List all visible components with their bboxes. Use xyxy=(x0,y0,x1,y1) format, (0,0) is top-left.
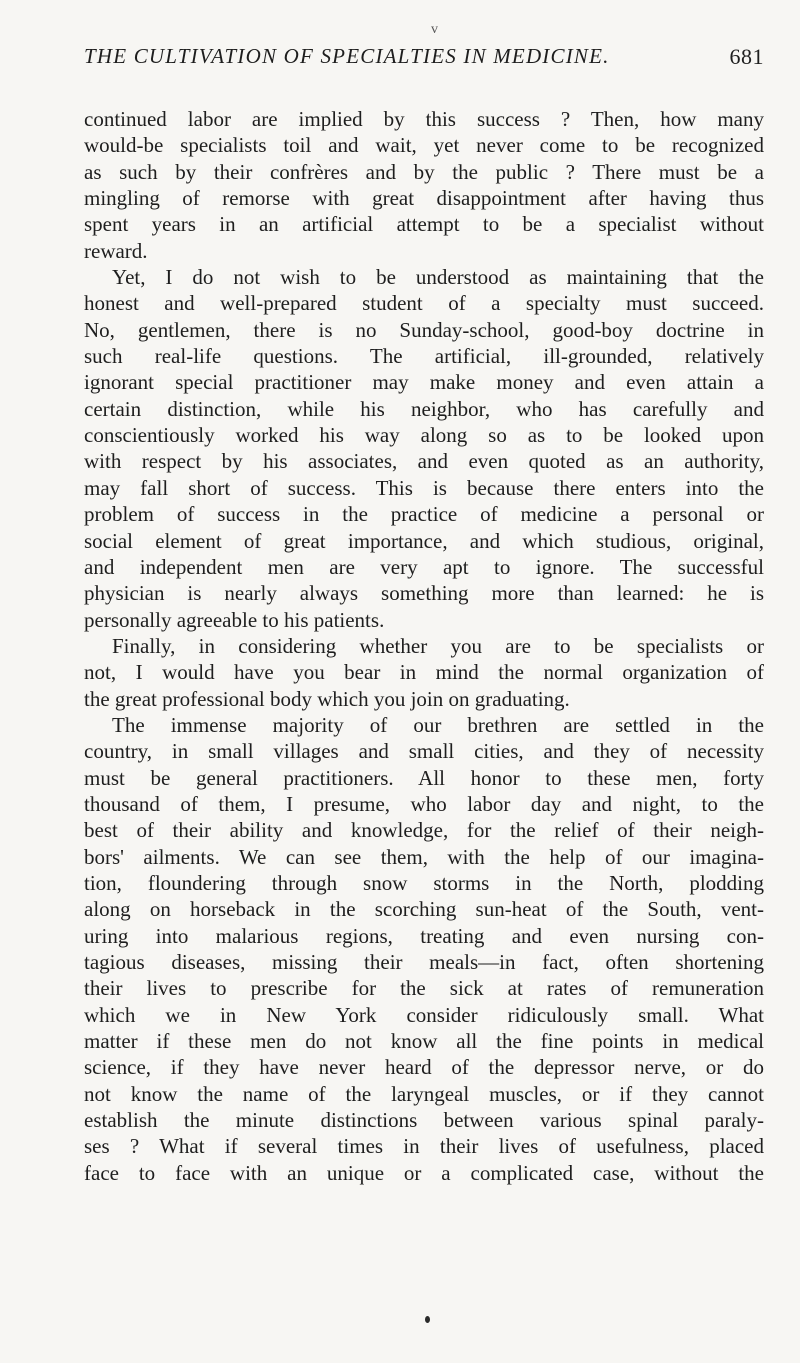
body-text xyxy=(84,106,764,1186)
text-line: physician is nearly always something more than learned: he is xyxy=(84,581,764,606)
text-line: may fall short of success. This is because there enters into the xyxy=(84,475,764,500)
text-line: along on horseback in the scorching sun-heat of the South, vent- xyxy=(84,897,764,922)
text-line: personally agreeable to his patients. xyxy=(84,607,385,632)
text-line: The immense majority of our brethren are settled in the xyxy=(112,712,764,737)
text-line: certain distinction, while his neighbor, who has carefully and xyxy=(84,396,764,421)
text-line: problem of success in the practice of medicine a personal or xyxy=(84,502,764,527)
text-line: tagious diseases, missing their meals—in fact, often shortening xyxy=(84,950,764,974)
text-line: as such by their confrères and by the public ? There must be a xyxy=(84,159,764,184)
text-line: would-be specialists toil and wait, yet never come to be recognized xyxy=(84,133,764,158)
text-line: Finally, in considering whether you are to be specialists or xyxy=(112,633,764,658)
text-line: honest and well-prepared student of a specialty must succeed. xyxy=(84,291,764,316)
text-line: ignorant special practitioner may make money and even attain a xyxy=(84,370,764,395)
text-line: bors' ailments. We can see them, with the help of our imagina- xyxy=(84,844,764,869)
text-line: thousand of them, I presume, who labor day and night, to the xyxy=(84,791,764,816)
text-line: face to face with an unique or a complicated case, without the xyxy=(84,1160,764,1185)
text-line: spent years in an artificial attempt to be a specialist without xyxy=(84,212,764,237)
text-line: the great professional body which you join on graduating. xyxy=(84,686,570,711)
text-line: not, I would have you bear in mind the normal organization of xyxy=(84,660,764,685)
text-line: and independent men are very apt to ignore. The successful xyxy=(84,554,764,579)
text-line: with respect by his associates, and even quoted as an authority, xyxy=(84,449,764,474)
text-line: their lives to prescribe for the sick at rates of remuneration xyxy=(84,976,764,1001)
page-number: 681 xyxy=(729,44,764,69)
text-line: which we in New York consider ridiculously small. What xyxy=(84,1002,764,1027)
text-line: reward. xyxy=(84,238,148,263)
text-line: No, gentlemen, there is no Sunday-school, good-boy doctrine in xyxy=(84,317,764,342)
text-line: such real-life questions. The artificial, ill-grounded, relatively xyxy=(84,344,764,369)
text-line: tion, floundering through snow storms in the North, plodding xyxy=(84,870,764,895)
top-mark: v xyxy=(431,22,438,37)
text-line: science, if they have never heard of the depressor nerve, or do xyxy=(84,1055,764,1080)
text-line: establish the minute distinctions between various spinal paraly- xyxy=(84,1108,764,1133)
header-title: THE CULTIVATION OF SPECIALTIES IN MEDICINE. xyxy=(84,44,610,68)
text-line: must be general practitioners. All honor to these men, forty xyxy=(84,765,764,790)
text-line: matter if these men do not know all the fine points in medical xyxy=(84,1029,764,1054)
text-line: uring into malarious regions, treating and even nursing con- xyxy=(84,923,764,948)
text-line: ses ? What if several times in their lives of usefulness, placed xyxy=(84,1134,764,1159)
text-line: Yet, I do not wish to be understood as maintaining that the xyxy=(112,265,764,290)
text-line: country, in small villages and small cities, and they of necessity xyxy=(84,739,764,764)
text-line: mingling of remorse with great disappointment after having thus xyxy=(84,186,764,211)
text-line: not know the name of the laryngeal muscles, or if they cannot xyxy=(84,1081,764,1106)
running-header xyxy=(84,44,764,76)
text-line: conscientiously worked his way along so as to be looked upon xyxy=(84,423,764,448)
ink-spot xyxy=(425,1316,430,1323)
text-line: best of their ability and knowledge, for the relief of their neigh- xyxy=(84,818,764,843)
text-line: continued labor are implied by this success ? Then, how many xyxy=(84,107,764,131)
text-line: social element of great importance, and which studious, original, xyxy=(84,528,764,553)
